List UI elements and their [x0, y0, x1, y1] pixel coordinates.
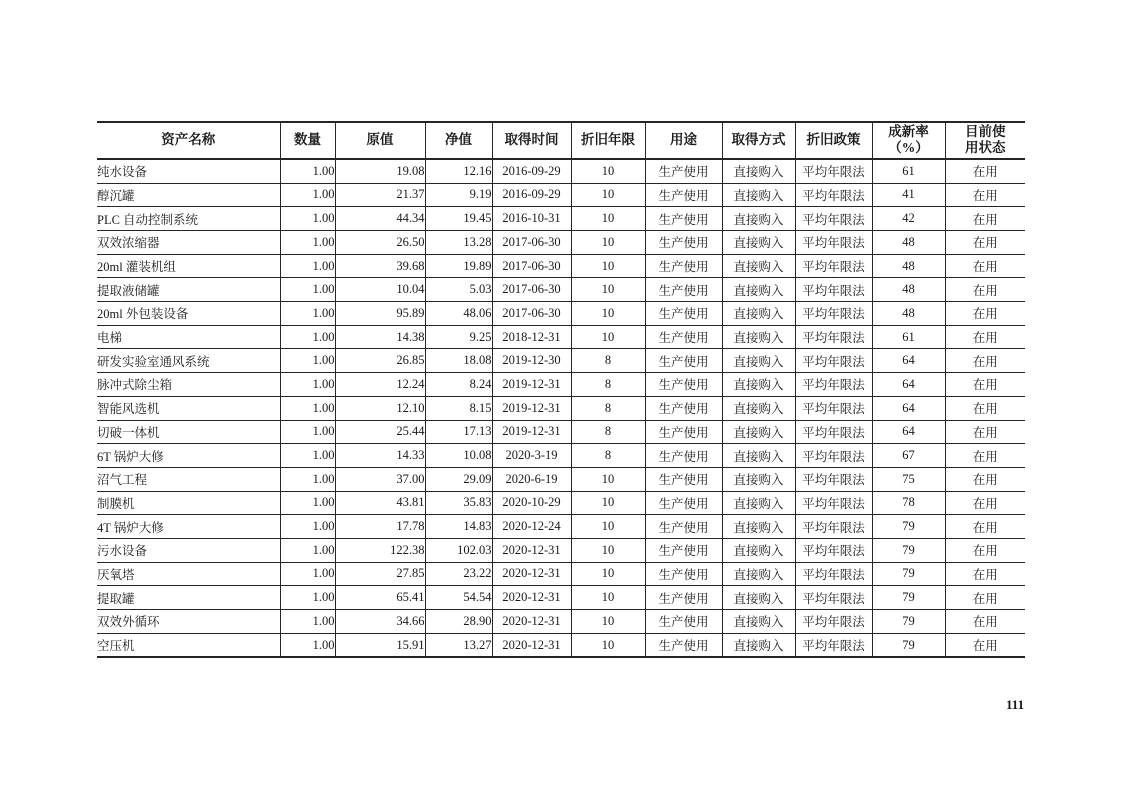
cell-status: 在用: [945, 515, 1025, 539]
cell-status: 在用: [945, 231, 1025, 255]
cell-qty: 1.00: [280, 586, 335, 610]
cell-qty: 1.00: [280, 373, 335, 397]
cell-policy: 平均年限法: [795, 231, 872, 255]
cell-policy: 平均年限法: [795, 538, 872, 562]
cell-rate: 48: [872, 278, 945, 302]
cell-usage: 生产使用: [645, 562, 722, 586]
cell-usage: 生产使用: [645, 586, 722, 610]
cell-original: 10.04: [335, 278, 425, 302]
table-row: [97, 159, 1025, 183]
cell-rate: 79: [872, 586, 945, 610]
table-row: [97, 254, 1025, 278]
cell-name: 20ml 外包装设备: [97, 302, 280, 326]
cell-date: 2016-09-29: [492, 159, 571, 183]
cell-date: 2017-06-30: [492, 278, 571, 302]
cell-date: 2020-12-31: [492, 610, 571, 634]
cell-status: 在用: [945, 373, 1025, 397]
cell-policy: 平均年限法: [795, 586, 872, 610]
cell-date: 2020-12-24: [492, 515, 571, 539]
cell-method: 直接购入: [722, 207, 795, 231]
cell-years: 10: [571, 183, 645, 207]
cell-date: 2020-12-31: [492, 538, 571, 562]
cell-method: 直接购入: [722, 420, 795, 444]
table-row: [97, 349, 1025, 373]
cell-date: 2020-12-31: [492, 562, 571, 586]
cell-net: 19.89: [425, 254, 492, 278]
cell-method: 直接购入: [722, 562, 795, 586]
header-cell-usage: 用途: [645, 122, 722, 159]
cell-original: 122.38: [335, 538, 425, 562]
cell-original: 17.78: [335, 515, 425, 539]
cell-method: 直接购入: [722, 183, 795, 207]
cell-method: 直接购入: [722, 278, 795, 302]
cell-net: 17.13: [425, 420, 492, 444]
cell-name: 20ml 灌装机组: [97, 254, 280, 278]
cell-qty: 1.00: [280, 467, 335, 491]
cell-name: 制膜机: [97, 491, 280, 515]
cell-rate: 79: [872, 515, 945, 539]
cell-usage: 生产使用: [645, 231, 722, 255]
cell-qty: 1.00: [280, 302, 335, 326]
cell-policy: 平均年限法: [795, 207, 872, 231]
table-row: [97, 444, 1025, 468]
cell-net: 13.27: [425, 633, 492, 657]
table-row: [97, 207, 1025, 231]
cell-policy: 平均年限法: [795, 159, 872, 183]
cell-date: 2019-12-31: [492, 373, 571, 397]
cell-date: 2020-12-31: [492, 586, 571, 610]
cell-years: 10: [571, 278, 645, 302]
cell-original: 19.08: [335, 159, 425, 183]
cell-usage: 生产使用: [645, 207, 722, 231]
cell-name: 脉冲式除尘箱: [97, 373, 280, 397]
cell-status: 在用: [945, 254, 1025, 278]
cell-rate: 64: [872, 373, 945, 397]
cell-policy: 平均年限法: [795, 396, 872, 420]
cell-name: 6T 锅炉大修: [97, 444, 280, 468]
cell-name: 切破一体机: [97, 420, 280, 444]
cell-policy: 平均年限法: [795, 373, 872, 397]
cell-qty: 1.00: [280, 325, 335, 349]
cell-qty: 1.00: [280, 183, 335, 207]
cell-name: 双效浓缩器: [97, 231, 280, 255]
cell-net: 14.83: [425, 515, 492, 539]
cell-name: 污水设备: [97, 538, 280, 562]
cell-rate: 79: [872, 633, 945, 657]
cell-status: 在用: [945, 349, 1025, 373]
cell-policy: 平均年限法: [795, 491, 872, 515]
table-row: [97, 491, 1025, 515]
cell-rate: 48: [872, 231, 945, 255]
cell-name: 醇沉罐: [97, 183, 280, 207]
cell-method: 直接购入: [722, 633, 795, 657]
cell-method: 直接购入: [722, 325, 795, 349]
cell-years: 10: [571, 562, 645, 586]
cell-usage: 生产使用: [645, 159, 722, 183]
table-row: [97, 373, 1025, 397]
cell-policy: 平均年限法: [795, 444, 872, 468]
cell-usage: 生产使用: [645, 491, 722, 515]
cell-usage: 生产使用: [645, 396, 722, 420]
cell-years: 8: [571, 396, 645, 420]
table-row: [97, 278, 1025, 302]
table-row: [97, 562, 1025, 586]
cell-qty: 1.00: [280, 207, 335, 231]
cell-usage: 生产使用: [645, 373, 722, 397]
header-cell-status: 目前使 用状态: [945, 122, 1025, 159]
cell-rate: 61: [872, 159, 945, 183]
cell-name: 提取罐: [97, 586, 280, 610]
cell-rate: 48: [872, 254, 945, 278]
cell-qty: 1.00: [280, 278, 335, 302]
cell-net: 9.25: [425, 325, 492, 349]
cell-policy: 平均年限法: [795, 349, 872, 373]
cell-net: 13.28: [425, 231, 492, 255]
cell-name: 4T 锅炉大修: [97, 515, 280, 539]
cell-name: 提取液储罐: [97, 278, 280, 302]
cell-years: 10: [571, 254, 645, 278]
cell-status: 在用: [945, 633, 1025, 657]
cell-date: 2020-3-19: [492, 444, 571, 468]
cell-status: 在用: [945, 610, 1025, 634]
cell-net: 5.03: [425, 278, 492, 302]
cell-status: 在用: [945, 278, 1025, 302]
table-row: [97, 231, 1025, 255]
header-cell-rate: 成新率（%）: [872, 122, 945, 159]
cell-method: 直接购入: [722, 254, 795, 278]
header-cell-policy: 折旧政策: [795, 122, 872, 159]
cell-method: 直接购入: [722, 231, 795, 255]
header-cell-net: 净值: [425, 122, 492, 159]
cell-net: 19.45: [425, 207, 492, 231]
cell-qty: 1.00: [280, 444, 335, 468]
cell-name: 空压机: [97, 633, 280, 657]
cell-qty: 1.00: [280, 231, 335, 255]
asset-table-body: [97, 159, 1025, 657]
cell-usage: 生产使用: [645, 254, 722, 278]
cell-name: 纯水设备: [97, 159, 280, 183]
cell-original: 14.38: [335, 325, 425, 349]
cell-status: 在用: [945, 538, 1025, 562]
cell-years: 10: [571, 633, 645, 657]
cell-years: 10: [571, 491, 645, 515]
cell-method: 直接购入: [722, 610, 795, 634]
cell-policy: 平均年限法: [795, 302, 872, 326]
cell-original: 34.66: [335, 610, 425, 634]
cell-qty: 1.00: [280, 515, 335, 539]
cell-rate: 79: [872, 610, 945, 634]
cell-qty: 1.00: [280, 349, 335, 373]
cell-original: 43.81: [335, 491, 425, 515]
cell-qty: 1.00: [280, 610, 335, 634]
cell-date: 2020-12-31: [492, 633, 571, 657]
cell-usage: 生产使用: [645, 349, 722, 373]
cell-date: 2018-12-31: [492, 325, 571, 349]
cell-usage: 生产使用: [645, 420, 722, 444]
cell-original: 95.89: [335, 302, 425, 326]
cell-original: 12.24: [335, 373, 425, 397]
cell-years: 8: [571, 373, 645, 397]
cell-date: 2016-09-29: [492, 183, 571, 207]
cell-rate: 41: [872, 183, 945, 207]
cell-policy: 平均年限法: [795, 515, 872, 539]
header-cell-qty: 数量: [280, 122, 335, 159]
cell-net: 9.19: [425, 183, 492, 207]
cell-usage: 生产使用: [645, 538, 722, 562]
cell-net: 102.03: [425, 538, 492, 562]
header-cell-years: 折旧年限: [571, 122, 645, 159]
cell-status: 在用: [945, 562, 1025, 586]
cell-name: 厌氧塔: [97, 562, 280, 586]
cell-status: 在用: [945, 302, 1025, 326]
cell-policy: 平均年限法: [795, 633, 872, 657]
cell-rate: 67: [872, 444, 945, 468]
cell-status: 在用: [945, 396, 1025, 420]
header-cell-name: 资产名称: [97, 122, 280, 159]
cell-original: 12.10: [335, 396, 425, 420]
cell-method: 直接购入: [722, 467, 795, 491]
cell-usage: 生产使用: [645, 444, 722, 468]
cell-years: 8: [571, 420, 645, 444]
cell-method: 直接购入: [722, 396, 795, 420]
cell-years: 10: [571, 302, 645, 326]
cell-status: 在用: [945, 207, 1025, 231]
cell-net: 48.06: [425, 302, 492, 326]
cell-method: 直接购入: [722, 159, 795, 183]
cell-qty: 1.00: [280, 491, 335, 515]
cell-policy: 平均年限法: [795, 420, 872, 444]
cell-original: 15.91: [335, 633, 425, 657]
cell-date: 2017-06-30: [492, 254, 571, 278]
cell-qty: 1.00: [280, 633, 335, 657]
cell-qty: 1.00: [280, 562, 335, 586]
cell-qty: 1.00: [280, 538, 335, 562]
table-row: [97, 633, 1025, 657]
cell-years: 10: [571, 231, 645, 255]
cell-method: 直接购入: [722, 349, 795, 373]
cell-rate: 61: [872, 325, 945, 349]
cell-years: 10: [571, 159, 645, 183]
cell-method: 直接购入: [722, 491, 795, 515]
cell-years: 10: [571, 467, 645, 491]
table-row: [97, 302, 1025, 326]
cell-method: 直接购入: [722, 586, 795, 610]
cell-usage: 生产使用: [645, 278, 722, 302]
table-row: [97, 515, 1025, 539]
cell-rate: 78: [872, 491, 945, 515]
cell-usage: 生产使用: [645, 183, 722, 207]
cell-method: 直接购入: [722, 302, 795, 326]
cell-policy: 平均年限法: [795, 467, 872, 491]
cell-years: 8: [571, 444, 645, 468]
table-row: [97, 420, 1025, 444]
cell-usage: 生产使用: [645, 467, 722, 491]
cell-net: 29.09: [425, 467, 492, 491]
cell-policy: 平均年限法: [795, 183, 872, 207]
cell-name: 智能风选机: [97, 396, 280, 420]
cell-status: 在用: [945, 467, 1025, 491]
table-header-row: [97, 122, 1025, 159]
cell-name: 沼气工程: [97, 467, 280, 491]
cell-method: 直接购入: [722, 538, 795, 562]
cell-name: 电梯: [97, 325, 280, 349]
cell-status: 在用: [945, 325, 1025, 349]
page-number: 111: [1006, 697, 1025, 712]
cell-qty: 1.00: [280, 159, 335, 183]
cell-qty: 1.00: [280, 254, 335, 278]
cell-net: 10.08: [425, 444, 492, 468]
header-cell-method: 取得方式: [722, 122, 795, 159]
cell-rate: 48: [872, 302, 945, 326]
cell-usage: 生产使用: [645, 302, 722, 326]
cell-years: 10: [571, 325, 645, 349]
table-row: [97, 586, 1025, 610]
cell-status: 在用: [945, 444, 1025, 468]
table-row: [97, 467, 1025, 491]
cell-policy: 平均年限法: [795, 278, 872, 302]
cell-date: 2016-10-31: [492, 207, 571, 231]
cell-method: 直接购入: [722, 444, 795, 468]
cell-net: 23.22: [425, 562, 492, 586]
header-cell-date: 取得时间: [492, 122, 571, 159]
cell-date: 2019-12-31: [492, 420, 571, 444]
cell-original: 21.37: [335, 183, 425, 207]
cell-original: 37.00: [335, 467, 425, 491]
cell-net: 54.54: [425, 586, 492, 610]
cell-original: 25.44: [335, 420, 425, 444]
cell-date: 2020-6-19: [492, 467, 571, 491]
cell-rate: 79: [872, 538, 945, 562]
cell-date: 2019-12-30: [492, 349, 571, 373]
cell-years: 10: [571, 207, 645, 231]
cell-rate: 42: [872, 207, 945, 231]
cell-qty: 1.00: [280, 420, 335, 444]
cell-original: 44.34: [335, 207, 425, 231]
cell-usage: 生产使用: [645, 610, 722, 634]
cell-original: 26.50: [335, 231, 425, 255]
cell-years: 10: [571, 515, 645, 539]
cell-date: 2020-10-29: [492, 491, 571, 515]
cell-net: 8.24: [425, 373, 492, 397]
table-row: [97, 538, 1025, 562]
cell-rate: 64: [872, 349, 945, 373]
cell-net: 18.08: [425, 349, 492, 373]
table-row: [97, 325, 1025, 349]
cell-date: 2019-12-31: [492, 396, 571, 420]
cell-method: 直接购入: [722, 373, 795, 397]
cell-net: 35.83: [425, 491, 492, 515]
cell-usage: 生产使用: [645, 515, 722, 539]
cell-years: 10: [571, 538, 645, 562]
cell-date: 2017-06-30: [492, 302, 571, 326]
cell-policy: 平均年限法: [795, 254, 872, 278]
cell-status: 在用: [945, 491, 1025, 515]
table-row: [97, 610, 1025, 634]
table-row: [97, 396, 1025, 420]
cell-name: 双效外循环: [97, 610, 280, 634]
cell-usage: 生产使用: [645, 633, 722, 657]
cell-original: 14.33: [335, 444, 425, 468]
cell-name: 研发实验室通风系统: [97, 349, 280, 373]
cell-original: 65.41: [335, 586, 425, 610]
cell-policy: 平均年限法: [795, 610, 872, 634]
cell-policy: 平均年限法: [795, 325, 872, 349]
cell-status: 在用: [945, 159, 1025, 183]
cell-net: 8.15: [425, 396, 492, 420]
cell-rate: 64: [872, 420, 945, 444]
cell-policy: 平均年限法: [795, 562, 872, 586]
cell-rate: 64: [872, 396, 945, 420]
cell-qty: 1.00: [280, 396, 335, 420]
asset-table: [97, 121, 1025, 658]
cell-status: 在用: [945, 420, 1025, 444]
cell-rate: 75: [872, 467, 945, 491]
cell-date: 2017-06-30: [492, 231, 571, 255]
cell-net: 28.90: [425, 610, 492, 634]
cell-years: 10: [571, 610, 645, 634]
cell-usage: 生产使用: [645, 325, 722, 349]
table-row: [97, 183, 1025, 207]
cell-status: 在用: [945, 586, 1025, 610]
cell-name: PLC 自动控制系统: [97, 207, 280, 231]
cell-original: 27.85: [335, 562, 425, 586]
cell-status: 在用: [945, 183, 1025, 207]
cell-years: 10: [571, 586, 645, 610]
cell-original: 26.85: [335, 349, 425, 373]
cell-original: 39.68: [335, 254, 425, 278]
cell-rate: 79: [872, 562, 945, 586]
cell-method: 直接购入: [722, 515, 795, 539]
cell-net: 12.16: [425, 159, 492, 183]
header-cell-original: 原值: [335, 122, 425, 159]
cell-years: 8: [571, 349, 645, 373]
